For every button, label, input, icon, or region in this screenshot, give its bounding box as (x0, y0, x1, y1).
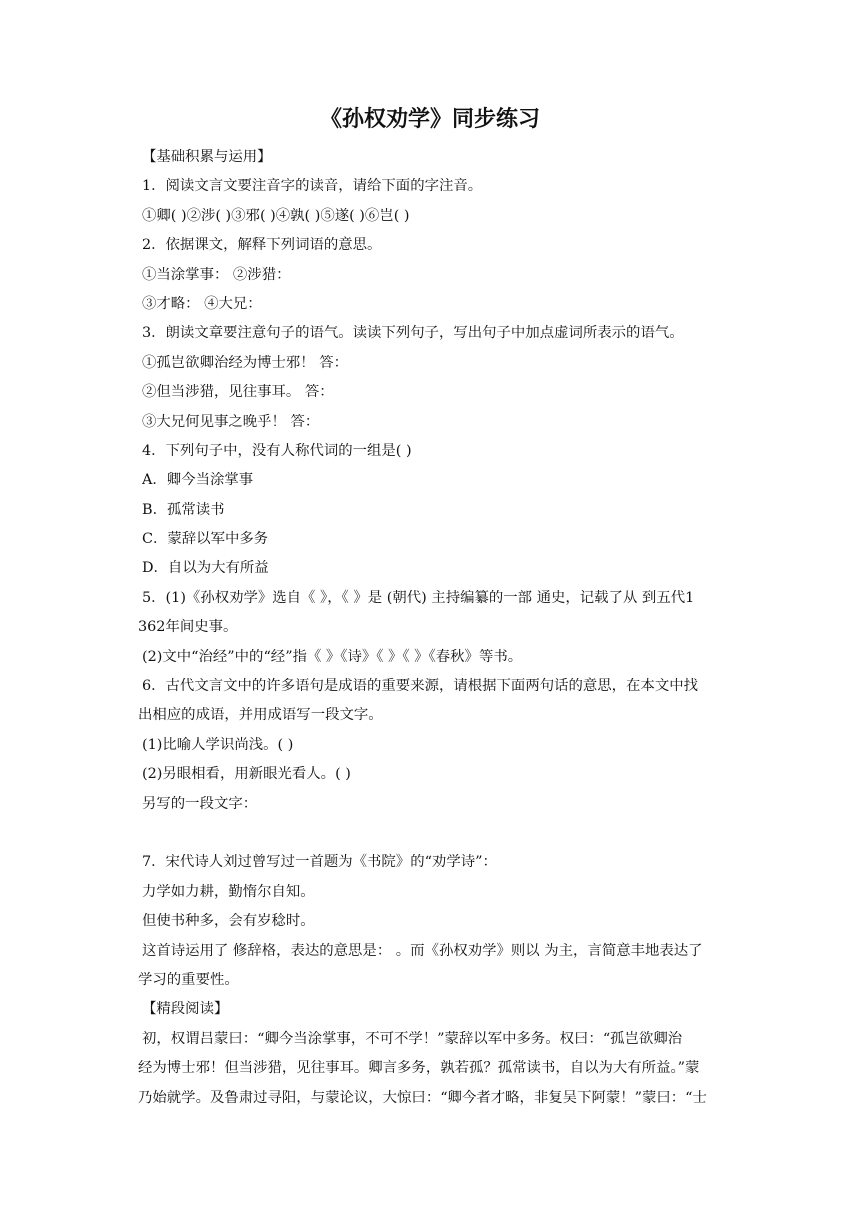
question-5-part-2: (2)文中“治经”中的“经”指《 》《诗》《 》《 》《春秋》等书。 (142, 648, 523, 665)
passage-line-2: 经为博士邪！但当涉猎，见往事耳。卿言多务，孰若孤？孤常读书，自以为大有所益。”蒙 (138, 1060, 700, 1077)
question-6-item-2: (2)另眼相看，用新眼光看人。( ) (142, 766, 351, 783)
question-4-option-c: C．蒙辞以军中多务 (142, 531, 269, 548)
question-7-prompt-cont: 学习的重要性。 (138, 971, 239, 988)
section-heading-reading: 【精段阅读】 (142, 1001, 229, 1018)
poem-line-2: 但使书种多，会有岁稔时。 (142, 913, 315, 930)
question-2-items-a: ①当涂掌事： ②涉猎： (142, 266, 291, 283)
section-heading-basics: 【基础积累与运用】 (142, 149, 272, 165)
question-6-cont: 出相应的成语，并用成语写一段文字。 (138, 707, 383, 724)
passage-line-3: 乃始就学。及鲁肃过寻阳，与蒙论议，大惊曰：“卿今者才略，非复吴下阿蒙！”蒙曰：“士 (138, 1089, 707, 1106)
question-4-option-a: A．卿今当涂掌事 (142, 472, 254, 489)
question-2-items-b: ③才略： ④大兄： (142, 295, 262, 312)
question-3: 3．朗读文章要注意句子的语气。读读下列句子，写出句子中加点虚词所表示的语气。 (142, 325, 684, 342)
question-5-part-1-cont: 362年间史事。 (138, 619, 238, 636)
question-4-option-b: B．孤常读书 (142, 501, 225, 518)
blank-line (138, 819, 732, 848)
question-6-writing: 另写的一段文字： (142, 795, 258, 812)
question-2: 2．依据课文，解释下列词语的意思。 (142, 237, 382, 254)
question-4-option-d: D．自以为大有所益 (142, 560, 269, 577)
question-5-part-1: 5．(1)《孙权劝学》选自《 》，《 》是 (朝代) 主持编纂的一部 通史，记载了从 到五代1 (142, 589, 695, 606)
question-6-item-1: (1)比喻人学识尚浅。( ) (142, 736, 294, 753)
question-3-item-1: ①孤岂欲卿治经为博士邪！ 答： (142, 354, 349, 371)
question-1-items: ①卿( )②涉( )③邪( )④孰( )⑤遂( )⑥岂( ) (142, 207, 410, 224)
question-3-item-2: ②但当涉猎，见往事耳。 答： (142, 384, 334, 401)
question-7: 7．宋代诗人刘过曾写过一首题为《书院》的“劝学诗”： (142, 854, 497, 871)
document-body (138, 143, 732, 1113)
question-7-prompt: 这首诗运用了 修辞格，表达的意思是： 。而《孙权劝学》则以 为主，言简意丰地表达了 (142, 942, 703, 959)
question-6: 6．古代文言文中的许多语句是成语的重要来源，请根据下面两句话的意思，在本文中找 (142, 678, 699, 695)
poem-line-1: 力学如力耕，勤惰尔自知。 (142, 883, 315, 900)
question-4: 4．下列句子中，没有人称代词的一组是( ) (142, 442, 412, 459)
passage-line-1: 初，权谓吕蒙曰：“卿今当涂掌事，不可不学！”蒙辞以军中多务。权曰：“孤岂欲卿治 (142, 1030, 683, 1047)
question-3-item-3: ③大兄何见事之晚乎！ 答： (142, 413, 320, 430)
page-title: 《孙权劝学》同步练习 (319, 107, 540, 132)
question-1: 1．阅读文言文要注音字的读音，请给下面的字注音。 (142, 178, 483, 195)
